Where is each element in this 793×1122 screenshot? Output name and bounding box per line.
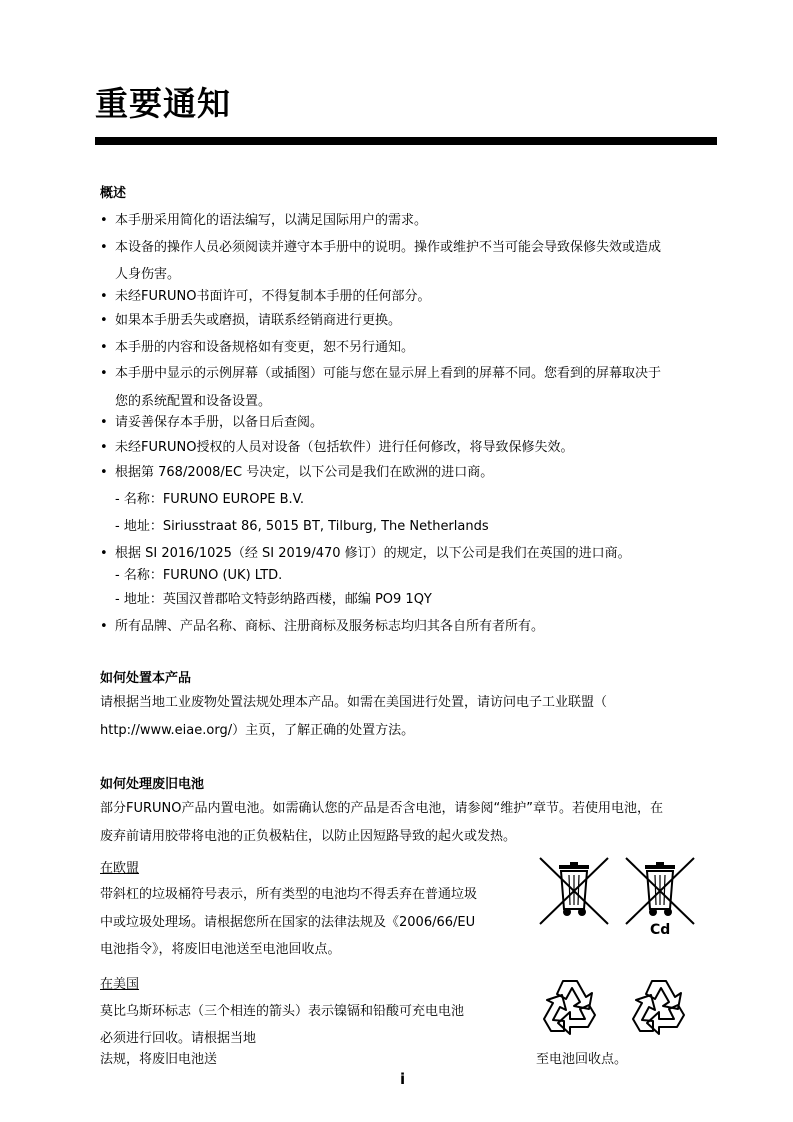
bullet-marker: • [100, 289, 108, 304]
crossed-bin-cd-icon [623, 857, 697, 927]
title-rule [95, 137, 717, 145]
bullet-marker: • [100, 465, 108, 480]
us-line: 必须进行回收。请根据当地 [100, 1031, 257, 1046]
eu-label: 在欧盟 [100, 861, 140, 876]
crossed-bin-icon [537, 857, 611, 927]
overview-item: 本手册中显示的示例屏幕（或插图）可能与您在显示屏上看到的屏幕不同。您看到的屏幕取决于 [115, 366, 662, 381]
eu-line: 中或垃圾处理场。请根据您所在国家的法律法规及《2006/66/EU [100, 915, 476, 930]
overview-item: 请妥善保存本手册，以备日后查阅。 [115, 415, 324, 430]
bullet-marker: • [100, 619, 108, 634]
overview-subitem: - 名称：FURUNO EUROPE B.V. [115, 492, 305, 507]
overview-item: 所有品牌、产品名称、商标、注册商标及服务标志均归其各自所有者所有。 [115, 619, 545, 634]
bullet-marker: • [100, 415, 108, 430]
overview-heading: 概述 [100, 186, 127, 201]
bullet-marker: • [100, 546, 108, 561]
battery-line: 废弃前请用胶带将电池的正负极粘住，以防止因短路导致的起火或发热。 [100, 829, 517, 844]
overview-subitem: - 地址：英国汉普郡哈文特彭纳路西楼，邮编 PO9 1QY [115, 592, 432, 607]
disposal-product-link-line: http://www.eiae.org/）主页，了解正确的处置方法。 [100, 723, 415, 738]
bullet-marker: • [100, 240, 108, 255]
bullet-marker: • [100, 340, 108, 355]
disposal-product-line: 请根据当地工业废物处置法规处理本产品。如需在美国进行处置，请访问电子工业联盟（ [100, 695, 608, 710]
us-line: 法规，将废旧电池送 [100, 1052, 218, 1067]
overview-item: 未经FURUNO授权的人员对设备（包括软件）进行任何修改，将导致保修失效。 [115, 440, 574, 455]
overview-item-continuation: 人身伤害。 [115, 267, 181, 282]
overview-item: 根据第 768/2008/EC 号决定，以下公司是我们在欧洲的进口商。 [115, 465, 494, 480]
us-line: 莫比乌斯环标志（三个相连的箭头）表示镍镉和铅酸可充电电池 [100, 1004, 465, 1019]
us-label: 在美国 [100, 977, 140, 992]
bullet-marker: • [100, 366, 108, 381]
battery-line: 部分FURUNO产品内置电池。如需确认您的产品是否含电池，请参阅“维护”章节。若使用电池，在 [100, 801, 663, 816]
eu-line: 电池指令》，将废旧电池送至电池回收点。 [100, 942, 341, 957]
cd-label: Cd [650, 922, 671, 938]
overview-item: 如果本手册丢失或磨损，请联系经销商进行更换。 [115, 313, 402, 328]
overview-subitem: - 名称：FURUNO (UK) LTD. [115, 568, 283, 583]
recycle-icon [626, 975, 692, 1041]
us-line: 至电池回收点。 [536, 1052, 628, 1067]
bullet-marker: • [100, 440, 108, 455]
eu-line: 带斜杠的垃圾桶符号表示，所有类型的电池均不得丢弃在普通垃圾 [100, 887, 478, 902]
overview-item: 根据 SI 2016/1025（经 SI 2019/470 修订）的规定，以下公司是我们在英国的进口商。 [115, 546, 631, 561]
disposal-battery-heading: 如何处理废旧电池 [100, 777, 205, 792]
disposal-product-heading: 如何处置本产品 [100, 671, 192, 686]
recycle-icon [537, 975, 603, 1041]
overview-item-continuation: 您的系统配置和设备设置。 [115, 394, 272, 409]
overview-item: 本手册的内容和设备规格如有变更，恕不另行通知。 [115, 340, 415, 355]
page-title: 重要通知 [95, 84, 231, 123]
overview-subitem: - 地址：Siriusstraat 86, 5015 BT, Tilburg, The Netherlands [115, 519, 489, 534]
overview-item: 本设备的操作人员必须阅读并遵守本手册中的说明。操作或维护不当可能会导致保修失效或造成 [115, 240, 662, 255]
overview-item: 未经FURUNO书面许可，不得复制本手册的任何部分。 [115, 289, 431, 304]
overview-item: 本手册采用简化的语法编写，以满足国际用户的需求。 [115, 213, 428, 228]
bullet-marker: • [100, 213, 108, 228]
bullet-marker: • [100, 313, 108, 328]
page-number: i [400, 1070, 406, 1088]
